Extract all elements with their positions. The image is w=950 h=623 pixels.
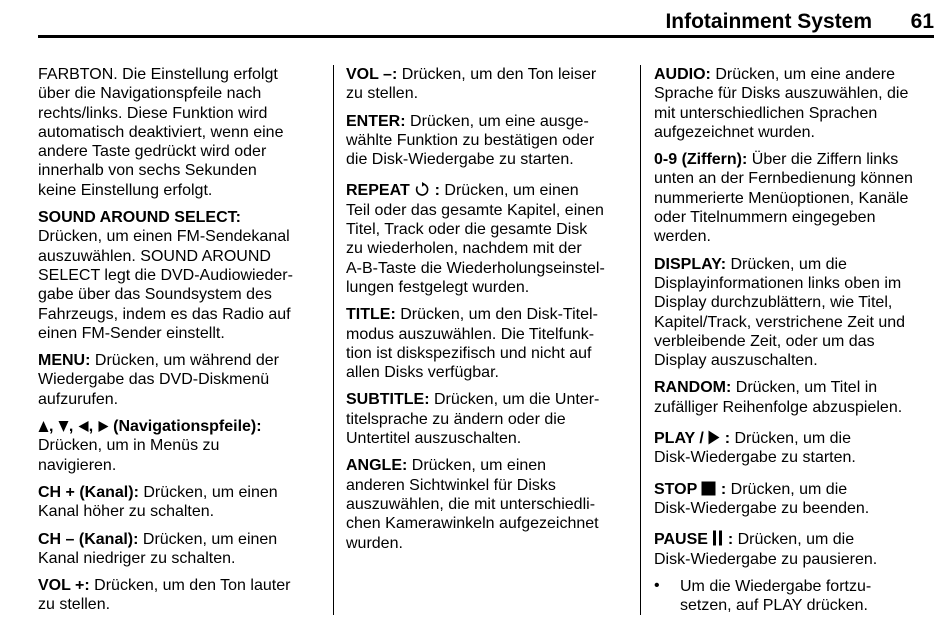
- column-divider: [333, 65, 334, 615]
- paragraph-farbton: FARBTON. Die Einstellung erfolgt über die Navigationspfeile nach rechts/links. Diese Funktion wird automatisch deaktiviert, wenn eine andere Taste gedrückt wird oder innerhalb von sechs Sekunden keine Einstellung erfolgt.: [38, 66, 284, 199]
- entry-label: SOUND AROUND SELECT:: [38, 209, 241, 227]
- entry-enter: ENTER: Drücken, um eine ausge- wählte Funktion zu bestätigen oder die Disk-Wiedergabe zu starten.: [346, 112, 595, 169]
- entry-ch-minus: CH – (Kanal): Drücken, um einen Kanal niedriger zu schalten.: [38, 530, 278, 567]
- entry-label: 0-9 (Ziffern):: [654, 151, 748, 169]
- page-header: [38, 6, 934, 36]
- entry-navigation-arrows: , , , (Navigationspfeile): Drücken, um in Menüs zu navigieren.: [38, 418, 262, 474]
- entry-label: CH + (Kanal):: [38, 483, 139, 501]
- entry-random: RANDOM: Drücken, um Titel in zufälliger Reihenfolge abzuspielen.: [654, 379, 903, 416]
- entry-label: PAUSE: [654, 531, 708, 549]
- entry-label: AUDIO:: [654, 66, 711, 83]
- entry-audio: AUDIO: Drücken, um eine andere Sprache für Disks auszuwählen, die mit unterschiedlichen Sprachen aufgezeichnet wurden.: [654, 66, 909, 141]
- pause-icon: [712, 530, 723, 546]
- entry-play: PLAY / : Drücken, um die Disk-Wiedergabe zu starten.: [654, 430, 856, 467]
- entry-label: ENTER:: [346, 112, 406, 130]
- entry-label: CH – (Kanal):: [38, 530, 139, 548]
- column-2: [346, 65, 628, 561]
- entry-display: DISPLAY: Drücken, um die Displayinformationen links oben im Display durchzublättern, wie Titel, Kapitel/Track, verstrichene Zeit und verbleibende Zeit, oder um das Display auszuschalten.: [654, 255, 906, 370]
- entry-pause: PAUSE : Drücken, um die Disk-Wiedergabe zu pausieren.: [654, 531, 878, 568]
- arrow-left-icon: [78, 420, 89, 433]
- play-icon: [708, 430, 720, 445]
- entry-vol-minus: VOL –: Drücken, um den Ton leiser zu stellen.: [346, 66, 597, 103]
- page-number: 61: [910, 10, 934, 33]
- header-title: Infotainment System: [665, 10, 872, 33]
- entry-stop: STOP : Drücken, um die Disk-Wiedergabe zu beenden.: [654, 480, 870, 517]
- entry-label: REPEAT: [346, 182, 410, 200]
- entry-label: SUBTITLE:: [346, 391, 430, 409]
- entry-digits: 0-9 (Ziffern): Über die Ziffern links unten an der Fernbedienung können nummerierte Menüoptionen, Kanäle oder Titelnummern eingegeben werden.: [654, 151, 913, 246]
- entry-label: RANDOM:: [654, 379, 732, 397]
- arrow-up-icon: [38, 420, 49, 433]
- column-1: [38, 65, 318, 623]
- entry-label: MENU:: [38, 352, 91, 370]
- entry-label: PLAY /: [654, 430, 704, 448]
- entry-menu: MENU: Drücken, um während der Wiedergabe das DVD-Diskmenü aufzurufen.: [38, 352, 279, 408]
- entry-sound-around-select: SOUND AROUND SELECT: Drücken, um einen FM-Sendekanal auszuwählen. SOUND AROUND SELECT legt die DVD-Audiowieder- gabe über das Soundsystem des Fahrzeugs, indem es das Radio auf einen FM-Sender einstellt.: [38, 209, 293, 342]
- arrow-down-icon: [58, 420, 69, 433]
- entry-label: (Navigationspfeile):: [108, 418, 262, 436]
- stop-icon: [701, 481, 716, 496]
- entry-label: VOL +:: [38, 577, 90, 595]
- repeat-icon: [414, 182, 430, 197]
- bullet-icon: •: [654, 576, 660, 594]
- column-3: [654, 65, 936, 615]
- entry-vol-plus: VOL +: Drücken, um den Ton lauter zu stellen.: [38, 577, 291, 614]
- column-divider: [640, 65, 641, 615]
- entry-label: STOP: [654, 480, 697, 498]
- entry-label: TITLE:: [346, 306, 396, 324]
- header-rule: [38, 35, 934, 38]
- arrow-right-icon: [98, 420, 109, 433]
- entry-ch-plus: CH + (Kanal): Drücken, um einen Kanal höher zu schalten.: [38, 483, 278, 521]
- bullet-item: • Um die Wiedergabe fortzu- setzen, auf PLAY drücken.: [654, 576, 872, 615]
- entry-repeat: REPEAT : Drücken, um einen Teil oder das gesamte Kapitel, einen Titel, Track oder die gesamte Disk zu wiederholen, nachdem mit der A-B-Taste die Wiederholungseinstel- lungen festgelegt wurden.: [346, 182, 605, 296]
- entry-label: ANGLE:: [346, 457, 408, 475]
- entry-angle: ANGLE: Drücken, um einen anderen Sichtwinkel für Disks auszuwählen, die mit unterschiedli- chen Kamerawinkeln aufgezeichnet wurden.: [346, 457, 599, 552]
- entry-label: DISPLAY:: [654, 255, 727, 273]
- entry-subtitle: SUBTITLE: Drücken, um die Unter- titelsprache zu ändern oder die Untertitel auszuschalten.: [346, 391, 600, 448]
- entry-title: TITLE: Drücken, um den Disk-Titel- modus auszuwählen. Die Titelfunk- tion ist diskspezifisch und nicht auf allen Disks verfügbar.: [346, 306, 598, 382]
- entry-label: VOL –:: [346, 66, 398, 83]
